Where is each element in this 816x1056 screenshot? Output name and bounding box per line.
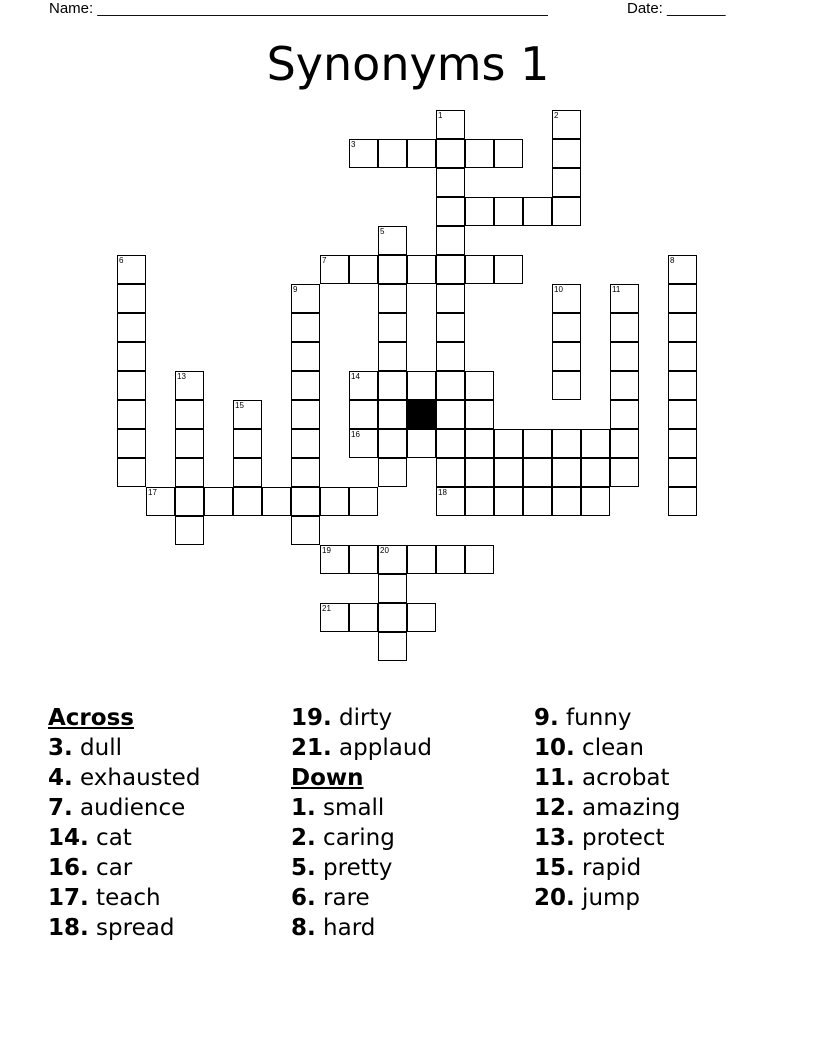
crossword-cell[interactable]	[291, 429, 320, 458]
clue-item	[291, 733, 432, 763]
clue-number-label: 9.	[534, 705, 559, 731]
clue-number: 9	[293, 285, 298, 294]
clue-number: 6	[119, 256, 124, 265]
clue-item	[534, 703, 680, 733]
clue-text: jump	[574, 885, 641, 911]
date-field-label: Date: _______	[627, 0, 726, 17]
clue-text: applaud	[331, 735, 433, 761]
clue-number-label: 6.	[291, 885, 316, 911]
clue-text: clean	[574, 735, 644, 761]
clue-number: 19	[322, 546, 331, 555]
crossword-cell[interactable]	[378, 458, 407, 487]
clue-number-label: 1.	[291, 795, 316, 821]
clues-column-2	[291, 703, 432, 943]
clue-number: 18	[438, 488, 447, 497]
clue-number: 16	[351, 430, 360, 439]
clue-number-label: 7.	[48, 795, 73, 821]
crossword-cell[interactable]	[436, 429, 465, 458]
clue-item	[291, 823, 432, 853]
crossword-cell[interactable]	[552, 371, 581, 400]
crossword-cell[interactable]	[523, 429, 552, 458]
clue-text: funny	[558, 705, 632, 731]
crossword-cell[interactable]	[291, 458, 320, 487]
crossword-cell[interactable]	[378, 429, 407, 458]
crossword-cell[interactable]	[465, 487, 494, 516]
crossword-cell[interactable]	[552, 139, 581, 168]
clue-text: pretty	[315, 855, 393, 881]
crossword-cell[interactable]	[117, 284, 146, 313]
crossword-cell[interactable]	[494, 139, 523, 168]
clue-item	[48, 763, 200, 793]
crossword-cell[interactable]	[610, 342, 639, 371]
crossword-cell[interactable]	[465, 545, 494, 574]
clue-item	[48, 853, 200, 883]
crossword-cell[interactable]	[668, 429, 697, 458]
crossword-cell[interactable]	[436, 255, 465, 284]
clues-column-3	[534, 703, 680, 913]
crossword-cell[interactable]	[233, 487, 262, 516]
clue-item	[291, 883, 432, 913]
crossword-cell[interactable]	[349, 139, 378, 168]
page-title: Synonyms 1	[266, 37, 550, 91]
crossword-cell[interactable]	[320, 487, 349, 516]
crossword-cell[interactable]	[407, 371, 436, 400]
clue-number: 13	[177, 372, 186, 381]
crossword-cell[interactable]	[291, 487, 320, 516]
clue-item	[48, 883, 200, 913]
crossword-cell[interactable]	[436, 545, 465, 574]
crossword-cell[interactable]	[610, 429, 639, 458]
clue-item	[48, 913, 200, 943]
crossword-cell[interactable]	[349, 487, 378, 516]
crossword-cell[interactable]	[552, 110, 581, 139]
crossword-cell[interactable]	[668, 284, 697, 313]
clue-number-label: 17.	[48, 885, 89, 911]
crossword-cell[interactable]	[291, 313, 320, 342]
crossword-cell[interactable]	[349, 429, 378, 458]
crossword-cell[interactable]	[523, 487, 552, 516]
clue-number: 14	[351, 372, 360, 381]
crossword-cell[interactable]	[407, 139, 436, 168]
crossword-cell[interactable]	[233, 458, 262, 487]
clue-item	[534, 853, 680, 883]
crossword-cell[interactable]	[378, 284, 407, 313]
crossword-cell[interactable]	[436, 458, 465, 487]
crossword-cell[interactable]	[436, 371, 465, 400]
clue-item	[534, 793, 680, 823]
clue-item	[291, 703, 432, 733]
clue-number-label: 13.	[534, 825, 575, 851]
clue-text: caring	[315, 825, 395, 851]
crossword-cell[interactable]	[117, 371, 146, 400]
clue-item	[291, 793, 432, 823]
clue-number-label: 11.	[534, 765, 575, 791]
crossword-cell[interactable]	[668, 371, 697, 400]
clue-number-label: 16.	[48, 855, 89, 881]
crossword-cell[interactable]	[117, 400, 146, 429]
clue-number-label: 8.	[291, 915, 316, 941]
crossword-cell[interactable]	[349, 603, 378, 632]
clue-number: 5	[380, 227, 385, 236]
clue-text: acrobat	[574, 765, 670, 791]
crossword-cell[interactable]	[378, 632, 407, 661]
crossword-cell[interactable]	[436, 168, 465, 197]
crossword-cell[interactable]	[436, 197, 465, 226]
crossword-cell[interactable]	[494, 429, 523, 458]
crossword-cell[interactable]	[465, 400, 494, 429]
clue-item	[534, 823, 680, 853]
crossword-cell[interactable]	[320, 603, 349, 632]
crossword-cell[interactable]	[175, 429, 204, 458]
crossword-cell[interactable]	[291, 342, 320, 371]
clue-item	[534, 763, 680, 793]
crossword-cell[interactable]	[668, 400, 697, 429]
crossword-cell[interactable]	[117, 313, 146, 342]
crossword-cell[interactable]	[117, 458, 146, 487]
clue-number-label: 5.	[291, 855, 316, 881]
crossword-cell[interactable]	[117, 255, 146, 284]
clue-number-label: 18.	[48, 915, 89, 941]
crossword-cell[interactable]	[465, 371, 494, 400]
crossword-cell[interactable]	[146, 487, 175, 516]
crossword-cell[interactable]	[581, 429, 610, 458]
clue-number-label: 21.	[291, 735, 332, 761]
crossword-cell[interactable]	[407, 255, 436, 284]
crossword-cell[interactable]	[349, 255, 378, 284]
clue-text: exhausted	[72, 765, 201, 791]
crossword-cell[interactable]	[320, 255, 349, 284]
crossword-cell[interactable]	[378, 545, 407, 574]
clue-text: audience	[72, 795, 186, 821]
crossword-cell[interactable]	[436, 342, 465, 371]
crossword-cell[interactable]	[262, 487, 291, 516]
clue-number: 11	[612, 285, 621, 294]
clue-number: 8	[670, 256, 675, 265]
crossword-cell[interactable]	[407, 545, 436, 574]
crossword-cell[interactable]	[494, 458, 523, 487]
crossword-cell[interactable]	[378, 603, 407, 632]
crossword-cell[interactable]	[378, 313, 407, 342]
clue-number-label: 19.	[291, 705, 332, 731]
crossword-cell[interactable]	[349, 400, 378, 429]
crossword-cell[interactable]	[204, 487, 233, 516]
clue-number-label: 10.	[534, 735, 575, 761]
crossword-cell[interactable]	[668, 342, 697, 371]
crossword-cell[interactable]	[291, 371, 320, 400]
crossword-cell[interactable]	[436, 139, 465, 168]
crossword-cell[interactable]	[552, 284, 581, 313]
clue-item	[48, 733, 200, 763]
clue-text: rapid	[574, 855, 642, 881]
crossword-cell[interactable]	[175, 458, 204, 487]
down-heading: Down	[291, 765, 364, 791]
crossword-cell[interactable]	[668, 313, 697, 342]
crossword-cell[interactable]	[465, 139, 494, 168]
clue-item	[48, 823, 200, 853]
crossword-cell[interactable]	[436, 284, 465, 313]
clue-item	[291, 913, 432, 943]
across-heading: Across	[48, 705, 134, 731]
clue-text: dull	[72, 735, 123, 761]
clue-text: car	[88, 855, 133, 881]
crossword-cell[interactable]	[436, 226, 465, 255]
crossword-cell[interactable]	[233, 400, 262, 429]
crossword-cell[interactable]	[378, 342, 407, 371]
crossword-cell[interactable]	[407, 429, 436, 458]
clue-item	[534, 883, 680, 913]
crossword-cell[interactable]	[378, 400, 407, 429]
clue-text: spread	[88, 915, 175, 941]
crossword-cell[interactable]	[349, 545, 378, 574]
crossword-cell[interactable]	[465, 429, 494, 458]
clue-text: amazing	[574, 795, 681, 821]
crossword-cell[interactable]	[436, 313, 465, 342]
crossword-cell[interactable]	[320, 545, 349, 574]
crossword-cell[interactable]	[117, 429, 146, 458]
crossword-cell[interactable]	[552, 429, 581, 458]
clue-item	[48, 793, 200, 823]
clue-number: 1	[438, 111, 443, 120]
crossword-cell[interactable]	[610, 284, 639, 313]
crossword-cell[interactable]	[610, 458, 639, 487]
crossword-cell[interactable]	[523, 458, 552, 487]
crossword-cell[interactable]	[523, 197, 552, 226]
crossword-cell[interactable]	[378, 139, 407, 168]
clue-number-label: 3.	[48, 735, 73, 761]
crossword-cell[interactable]	[465, 458, 494, 487]
crossword-cell[interactable]	[117, 342, 146, 371]
crossword-cell[interactable]	[552, 458, 581, 487]
clue-text: rare	[315, 885, 370, 911]
crossword-cell[interactable]	[668, 255, 697, 284]
crossword-cell[interactable]	[465, 255, 494, 284]
name-field-label: Name: ______________________________________________________	[49, 0, 548, 17]
crossword-black-cell	[407, 400, 436, 429]
clue-text: teach	[88, 885, 161, 911]
crossword-cell[interactable]	[436, 110, 465, 139]
crossword-cell[interactable]	[175, 371, 204, 400]
crossword-cell[interactable]	[407, 603, 436, 632]
crossword-cell[interactable]	[552, 342, 581, 371]
crossword-cell[interactable]	[552, 168, 581, 197]
crossword-cell[interactable]	[552, 313, 581, 342]
crossword-cell[interactable]	[175, 516, 204, 545]
clue-number: 17	[148, 488, 157, 497]
crossword-cell[interactable]	[291, 400, 320, 429]
crossword-cell[interactable]	[233, 429, 262, 458]
clue-item	[534, 733, 680, 763]
clue-text: dirty	[331, 705, 393, 731]
clue-text: protect	[574, 825, 665, 851]
clue-text: hard	[315, 915, 376, 941]
crossword-cell[interactable]	[378, 371, 407, 400]
clue-number: 7	[322, 256, 327, 265]
clue-number: 3	[351, 140, 356, 149]
clue-number-label: 12.	[534, 795, 575, 821]
clue-number: 2	[554, 111, 559, 120]
crossword-cell[interactable]	[175, 400, 204, 429]
crossword-cell[interactable]	[610, 313, 639, 342]
clue-text: small	[315, 795, 385, 821]
crossword-cell[interactable]	[436, 400, 465, 429]
clue-item	[291, 853, 432, 883]
crossword-cell[interactable]	[581, 487, 610, 516]
clue-number-label: 20.	[534, 885, 575, 911]
clue-number: 10	[554, 285, 563, 294]
crossword-cell[interactable]	[610, 371, 639, 400]
crossword-cell[interactable]	[436, 487, 465, 516]
crossword-cell[interactable]	[552, 487, 581, 516]
crossword-cell[interactable]	[378, 574, 407, 603]
crossword-cell[interactable]	[494, 197, 523, 226]
crossword-cell[interactable]	[291, 516, 320, 545]
crossword-cell[interactable]	[668, 487, 697, 516]
clue-text: cat	[88, 825, 132, 851]
crossword-cell[interactable]	[291, 284, 320, 313]
crossword-cell[interactable]	[581, 458, 610, 487]
clue-number-label: 15.	[534, 855, 575, 881]
clue-number-label: 4.	[48, 765, 73, 791]
clue-number: 21	[322, 604, 331, 613]
clues-column-1	[48, 703, 200, 943]
crossword-cell[interactable]	[668, 458, 697, 487]
crossword-cell[interactable]	[494, 255, 523, 284]
crossword-cell[interactable]	[349, 371, 378, 400]
clue-number: 15	[235, 401, 244, 410]
crossword-cell[interactable]	[552, 197, 581, 226]
crossword-cell[interactable]	[465, 197, 494, 226]
crossword-cell[interactable]	[610, 400, 639, 429]
crossword-cell[interactable]	[378, 255, 407, 284]
clue-number-label: 14.	[48, 825, 89, 851]
crossword-cell[interactable]	[494, 487, 523, 516]
clue-number-label: 2.	[291, 825, 316, 851]
crossword-cell[interactable]	[378, 226, 407, 255]
clue-number: 20	[380, 546, 389, 555]
crossword-cell[interactable]	[175, 487, 204, 516]
